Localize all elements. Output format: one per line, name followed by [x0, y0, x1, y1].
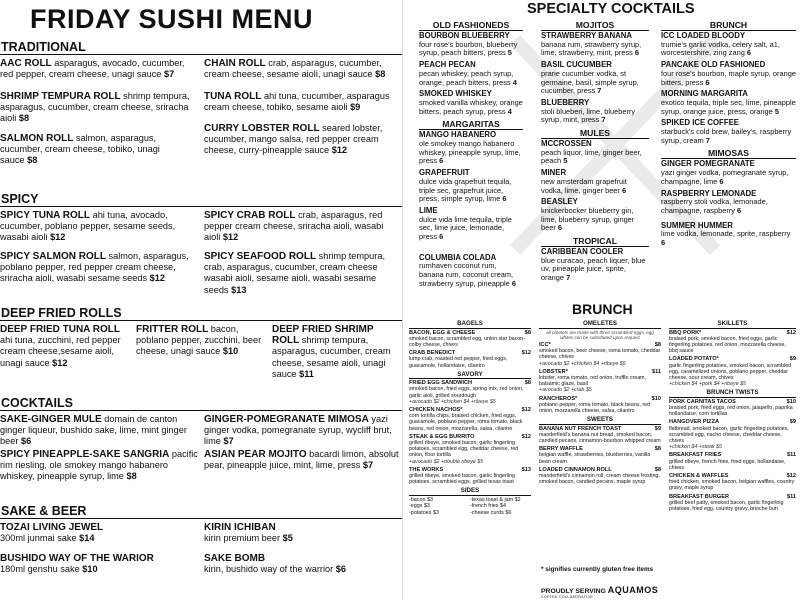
brunch-item: STEAK & EGG BURRITO $12 grilled ribeye, smoked bacon, garlic fingerling potatoes, scrambled egg, cheddar cheese, red onion, flour tortilla +avocado $2 +double ribeye $5 — [409, 433, 531, 465]
brunch-item: CHICKEN & WAFFLES $12 fried chicken, smoked bacon, belgian waffles, country gravy, maple syrup — [669, 473, 796, 492]
brunch-item: BREAKFAST FRIES $11 grilled ribeye, french fries, fried eggs, hollandaise, chives — [669, 452, 796, 471]
section-traditional — [0, 40, 402, 166]
brunch-group-header: SWEETS — [539, 416, 661, 425]
cocktail-item: LIME dulce vida lime tequila, triple sec, lime juice, lemonade, press 6 — [419, 206, 512, 242]
brunch-item: BBQ PORK* $12 braised pork, smoked bacon, fried eggs, garlic fingerling potatoes, red onion, mozzarella cheese, bbq sauce — [669, 329, 796, 355]
brunch-item: CRAB BENEDICT $12 lump crab, roasted red pepper, fried eggs, guacamole, hollandaise, cilantro — [409, 350, 531, 369]
side-item: -potatoes $3 — [409, 509, 439, 516]
section-title: SAKE & BEER — [0, 504, 402, 519]
cocktail-item: SMOKED WHISKEY smoked vanilla whiskey, orange bitters, peach syrup, press 4 — [419, 90, 523, 116]
brunch-group-header: SIDES — [409, 487, 531, 496]
menu-item: CHAIN ROLL crab, asparagus, cucumber, cream cheese, sesame aioli, unagi sauce $8 — [204, 58, 386, 80]
cocktail-item: RASPBERRY LEMONADE raspberry stoli vodka, lemonade, champagne, raspberry 6 — [661, 189, 768, 215]
brunch-column-1 — [409, 320, 531, 516]
brunch-item: RANCHEROS* $10 poblano pepper, roma tomato, black beans, red onion, mozzarella cheese, salsa, cilantro — [539, 395, 661, 414]
section-spicy — [0, 192, 402, 295]
menu-item: SPICY SALMON ROLL salmon, asparagus, poblano pepper, red pepper cream cheese, sriracha aioli, wasabi sesame seeds $12 — [0, 251, 189, 284]
brunch-column-3 — [669, 320, 796, 514]
section-deep-fried — [0, 306, 402, 379]
menu-item: TOZAI LIVING JEWEL 300ml junmai sake $14 — [0, 522, 104, 544]
cocktail-item: BASIL CUCUMBER prarie cucumber vodka, st germaine, basil, simple syrup, cucumber, press 7 — [541, 61, 639, 96]
menu-item: SPICY CRAB ROLL crab, asparagus, red pepper cream cheese, sriracha aioli, wasabi aioli $12 — [204, 210, 384, 243]
sides-list — [409, 497, 531, 516]
brunch-group-header: SAVORY — [409, 371, 531, 380]
brunch-item: BANANA NUT FRENCH TOAST $9 manderfield's banana nut bread, smoked bacon, candied pecans, cinnamon-bourbon whipped cream — [539, 425, 661, 445]
brunch-item: ICC* $8 smoked bacon, beer cheese, roma tomato, cheddar cheese, chives +avocado $2 +chicken $4 +ribeye $5 — [539, 341, 661, 367]
cocktail-item: STRAWBERRY BANANA banana rum, strawberry syrup, lime, strawberry, mint, press 6 — [541, 32, 642, 58]
brunch-item: BACON, EGG & CHEESE $8 smoked bacon, scrambled egg, union star bacon-colby cheese, chives — [409, 329, 531, 348]
cocktail-item: ICC LOADED BLOODY trumie's garlic vodka, celery salt, a1, worcestershire, zing zang 6 — [661, 32, 780, 58]
side-item: -eggs $3 — [409, 503, 430, 510]
cocktail-item: MCCROSSEN peach liquor, lime, ginger beer, peach 5 — [541, 140, 642, 166]
cocktail-item: CARIBBEAN COOLER blue curacao, peach liquer, blue uv, pineapple juice, sprite, orange 7 — [541, 248, 646, 283]
page-divider — [402, 0, 403, 600]
brunch-group-header: BRUNCH TWISTS — [669, 389, 796, 398]
side-item: -cheese curds $6 — [470, 509, 512, 516]
cocktail-item: BLUEBERRY stoli blueberi, lime, blueberry syrup, mint, press 7 — [541, 98, 636, 125]
menu-item: SAKE BOMB kirin, bushido way of the warrior $6 — [204, 553, 346, 575]
cocktail-item: BOURBON BLUEBERRY four rose's bourbon, blueberry syrup, peach bitters, press 5 — [419, 32, 518, 58]
menu-item: KIRIN ICHIBAN kirin premium beer $5 — [204, 522, 293, 544]
cocktail-item: GRAPEFRUIT dulce vida grapefruit tequila, triple sec, grapefruit juice, press, simple syrup, lime 6 — [419, 169, 512, 204]
brunch-item: CHICKEN NACHOS* $12 corn tortilla chips, braised chicken, fried eggs, guacamole, poblano pepper, roma tomato, black beans, red onion, mozzarella, salsa, cilantro — [409, 407, 531, 432]
aquamos-logo: AQUAMOS COFFEE COLLABORATIVE — [541, 585, 659, 599]
cocktail-item: SUMMER HUMMER lime vodka, lemonade, sprite, raspberry 6 — [661, 221, 791, 248]
cocktail-group-header: OLD FASHIONEDS — [419, 20, 523, 31]
brunch-group-header: OMELETES — [539, 320, 661, 329]
brunch-item: THE WORKS $13 grilled ribeye, smoked bacon, garlic fingerling potatoes, scrambled eggs, grilled texas toast — [409, 466, 531, 486]
cocktail-group-header: MIMOSAS — [661, 148, 796, 159]
brunch-item: LOADED CINNAMON ROLL $8 manderfield's cinnamon roll, cream cheese frosting, smoked bacon, candied pecans, maple syrup — [539, 466, 661, 486]
brunch-item: BERRY WAFFLE $8 belgian waffle, strawberries, blueberries, vanilla bean cream — [539, 446, 661, 465]
section-sake-beer — [0, 504, 402, 575]
cocktail-item: GINGER POMEGRANATE yazi ginger vodka, pomegranate syrup, champagne, lime 6 — [661, 160, 789, 186]
cocktail-column-2 — [541, 20, 649, 286]
section-title: COCKTAILS — [0, 396, 402, 411]
cocktails-brunch-page — [405, 0, 800, 600]
cocktail-item: PANCAKE OLD FASHIONED four rose's bourbon, maple syrup, orange bitters, press 6 — [661, 61, 796, 87]
brunch-group-header: SKILLETS — [669, 320, 796, 329]
footer-label: PROUDLY SERVING — [541, 588, 606, 595]
section-title: SPICY — [0, 192, 402, 207]
cocktail-item: SPIKED ICE COFFEE starbuck's cold brew, bailey's, raspberry syrup, cream 7 — [661, 119, 792, 145]
brunch-item: PORK CARNITAS TACOS $10 braised pork, fried eggs, red onion, jalapeño, paprika hollandaise, corn tortillas — [669, 398, 796, 418]
menu-item: CURRY LOBSTER ROLL seared lobster, cucumber, mango salsa, red pepper cream cheese, curry-pineapple sauce $12 — [204, 123, 383, 156]
cocktail-group-header: TROPICAL — [541, 236, 649, 247]
menu-item: GINGER-POMEGRANATE MIMOSA yazi ginger vodka, pomegranate syrup, wycliff brut, lime $7 — [204, 414, 392, 447]
cocktail-group-header: MOJITOS — [541, 20, 649, 31]
footer — [541, 585, 658, 599]
cocktail-group-header: BRUNCH — [661, 20, 796, 31]
brunch-title: BRUNCH — [572, 301, 633, 317]
menu-item: BUSHIDO WAY OF THE WARIOR 180ml genshu sake $10 — [0, 553, 154, 575]
side-item: -bacon $3 — [409, 496, 433, 503]
cocktail-item: COLUMBIA COLADA rumhaven coconut rum, banana rum, coconut cream, strawberry syrup, pineapple 6 — [419, 253, 516, 288]
cocktail-group-header: MULES — [541, 128, 649, 139]
brunch-item: LOBSTER* $11 lobster, roma tomato, red onion, truffle cream, balsamic glaze, basil +avocado $2 +crab $5 — [539, 368, 661, 394]
menu-item: SAKE-GINGER MULE domain de canton ginger liqueur, bushido sake, lime, mint ginger beer $6 — [0, 414, 187, 447]
menu-item: FRITTER ROLL bacon, poblano pepper, zucchini, beer cheese, unagi sauce $10 — [136, 324, 262, 357]
section-title: DEEP FRIED ROLLS — [0, 306, 402, 321]
section-title: TRADITIONAL — [0, 40, 402, 55]
menu-item: SHRIMP TEMPURA ROLL shrimp tempura, asparagus, cucumber, cream cheese, sriracha aioli $8 — [0, 91, 190, 124]
brunch-item: BREAKFAST BURGER $11 grilled beef patty, smoked bacon, garlic fingerling potatoes, fried egg, country gravy, brioche bun — [669, 493, 796, 513]
menu-item: ASIAN PEAR MOJITO bacardi limon, absolut pear, pineapple juice, mint, lime, press $7 — [204, 449, 399, 471]
cocktail-column-3 — [661, 20, 796, 251]
brunch-column-2 — [539, 320, 661, 487]
cocktail-item: PEACH PECAN pecan whiskey, peach syrup, orange, peach bitters, press 4 — [419, 61, 517, 87]
gluten-free-note: * signifies currently gluten free items — [541, 566, 654, 573]
cocktail-column-1 — [419, 20, 523, 292]
menu-item: TUNA ROLL ahi tuna, cucumber, asparagus cream cheese, tobiko, sesame aioli $9 — [204, 91, 390, 113]
cocktail-item: MORNING MARGARITA exotico tequila, triple sec, lime, pineapple syrup, orange juice, press, orange 5 — [661, 90, 796, 116]
menu-item: DEEP FRIED SHRIMP ROLL shrimp tempura, asparagus, cucumber, cream cheese, sesame aioli, unagi sauce $11 — [272, 324, 391, 379]
menu-item: SPICY PINEAPPLE-SAKE SANGRIA pacific rim riesling, ole smokey mango habanero whiskey, pineapple syrup, lime $8 — [0, 449, 198, 482]
side-item: -texas toast & jam $2 — [470, 496, 521, 503]
menu-item: SALMON ROLL salmon, asparagus, cucumber, cream cheese, tobiko, unagi sauce $8 — [0, 133, 160, 166]
omelet-note: all omelets are made with three scrambled eggs, egg whites can be substituted upon request — [546, 329, 654, 340]
menu-item: SPICY TUNA ROLL ahi tuna, avocado, cucumber, poblano pepper, sesame seeds, wasabi aioli $12 — [0, 210, 176, 243]
menu-item: DEEP FRIED TUNA ROLL ahi tuna, zucchini, red pepper cream cheese,sesame aioli, unagi sauce $12 — [0, 324, 121, 368]
cocktail-item: MANGO HABANERO ole smokey mango habanero whiskey, pineapple syrup, lime, press 6 — [419, 131, 521, 166]
brunch-group-header: BAGELS — [409, 320, 531, 329]
specialty-cocktails-title: SPECIALTY COCKTAILS — [527, 1, 695, 17]
side-item: -french fries $4 — [470, 503, 506, 510]
page-title: FRIDAY SUSHI MENU — [30, 4, 314, 34]
brunch-item: FRIED EGG SANDWICH $8 smoked bacon, fried eggs, spring mix, red onion, garlic aioli, grilled sourdough +avocado $2 +chicken $4 +ribeye $5 — [409, 380, 531, 405]
cocktail-item: BEASLEY knickerbocker blueberry gin, lime, blueberry syrup, ginger beer 6 — [541, 198, 635, 233]
cocktail-item: MINER new amsterdam grapefruit vodka, lime, ginger beer 6 — [541, 169, 627, 195]
cocktail-group-header: MARGARITAS — [419, 119, 523, 130]
menu-item: AAC ROLL asparagus, avocado, cucumber, red pepper, cream cheese, unagi sauce $7 — [0, 58, 185, 80]
brunch-item: LOADED POTATO* $9 garlic fingerling potatoes, smoked bacon, scrambled egg, caramelized onions, poblano pepper, cheddar cheese, sour cream, chives +chicken $4 +pork $4 +ribeye $5 — [669, 356, 796, 388]
brunch-item: HANGOVER PIZZA $9 flatbread, smoked bacon, garlic fingerling potatoes, scrambled egg, nacho cheese, cheddar cheese, chives +chicken $4 +steak $5 — [669, 419, 796, 451]
section-cocktails — [0, 396, 402, 482]
menu-item: SPICY SEAFOOD ROLL shrimp tempura, crab, asparagus, cucumber, cream cheese wasabi aioli, sesame aioli, wasabi sesame seeds $13 — [204, 251, 386, 295]
